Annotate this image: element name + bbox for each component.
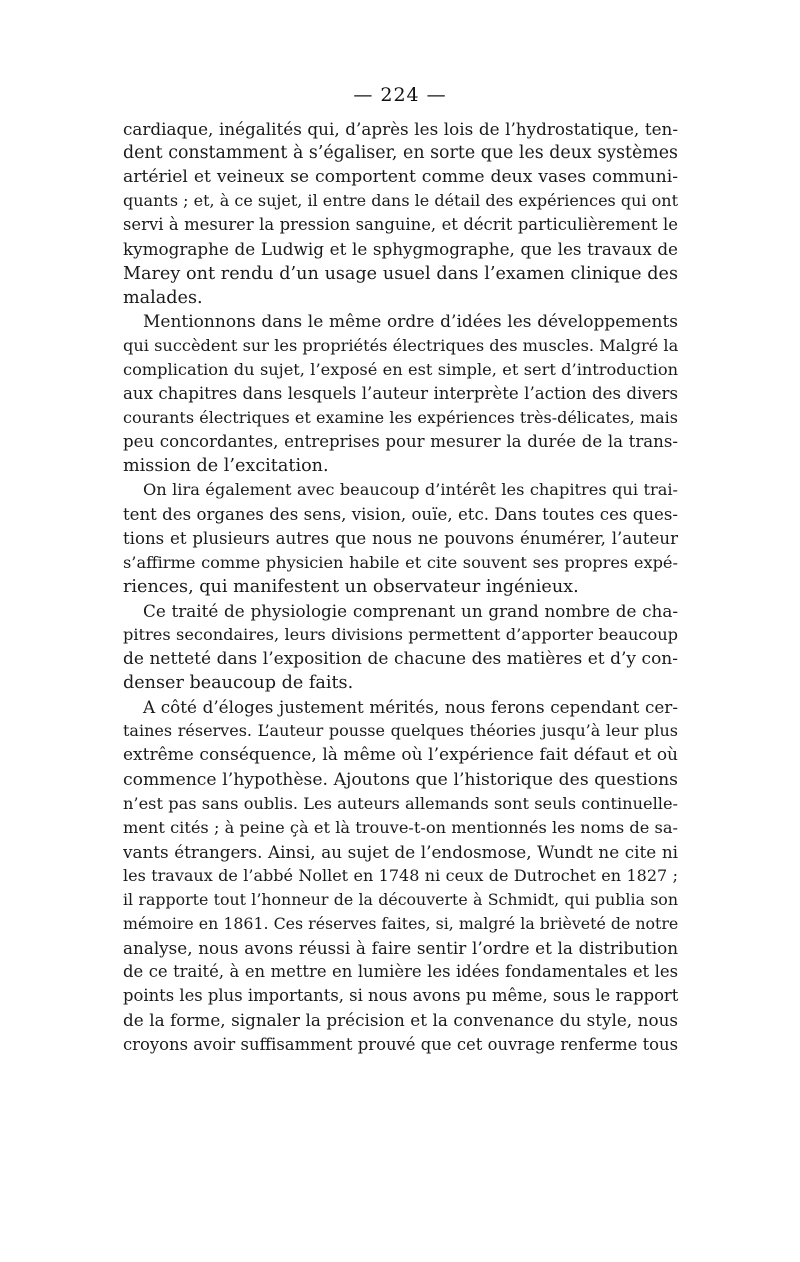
text-line: Marey ont rendu d’un usage usuel dans l’examen clinique des xyxy=(123,263,678,284)
text-line: Mentionnons dans le même ordre d’idées les développements xyxy=(143,311,678,332)
text-line: mission de l’excitation. xyxy=(123,456,329,477)
text-line: A côté d’éloges justement mérités, nous ferons cependant cer- xyxy=(143,697,678,718)
text-line: extrême conséquence, là même où l’expérience fait défaut et où xyxy=(123,745,678,766)
text-line: quants ; et, à ce sujet, il entre dans le détail des expériences qui ont xyxy=(123,191,678,211)
text-line: ment cités ; à peine çà et là trouve-t-on mentionnés les noms de sa- xyxy=(123,817,678,837)
text-line: courants électriques et examine les expériences très-délicates, mais xyxy=(123,408,678,428)
text-line: tions et plusieurs autres que nous ne pouvons énumérer, l’auteur xyxy=(123,528,678,548)
text-line: pitres secondaires, leurs divisions permettent d’apporter beaucoup xyxy=(123,624,678,644)
body-text xyxy=(123,117,678,1057)
text-line: qui succèdent sur les propriétés électriques des muscles. Malgré la xyxy=(123,335,678,355)
text-line: s’affirme comme physicien habile et cite souvent ses propres expé- xyxy=(123,552,678,572)
text-line: artériel et veineux se comportent comme deux vases communi- xyxy=(123,167,678,188)
text-line: tent des organes des sens, vision, ouïe, etc. Dans toutes ces ques- xyxy=(123,504,678,524)
text-line: On lira également avec beaucoup d’intérêt les chapitres qui trai- xyxy=(143,480,678,500)
text-line: dent constamment à s’égaliser, en sorte que les deux systèmes xyxy=(123,143,678,164)
text-line: commence l’hypothèse. Ajoutons que l’historique des questions xyxy=(123,769,678,790)
text-line: aux chapitres dans lesquels l’auteur interprète l’action des divers xyxy=(123,384,678,404)
text-line: malades. xyxy=(123,287,203,308)
text-line: n’est pas sans oublis. Les auteurs allemands sont seuls continuelle- xyxy=(123,793,678,813)
text-line: taines réserves. L’auteur pousse quelques théories jusqu’à leur plus xyxy=(123,721,678,741)
text-line: complication du sujet, l’exposé en est simple, et sert d’introduction xyxy=(123,359,678,379)
text-line: de netteté dans l’exposition de chacune des matières et d’y con- xyxy=(123,649,678,670)
text-line: analyse, nous avons réussi à faire sentir l’ordre et la distribution xyxy=(123,938,678,959)
text-line: peu concordantes, entreprises pour mesurer la durée de la trans- xyxy=(123,432,678,452)
text-line: riences, qui manifestent un observateur ingénieux. xyxy=(123,576,579,597)
text-line: Ce traité de physiologie comprenant un grand nombre de cha- xyxy=(143,600,678,621)
text-line: de ce traité, à en mettre en lumière les idées fondamentales et les xyxy=(123,962,678,982)
text-line: il rapporte tout l’honneur de la découverte à Schmidt, qui publia son xyxy=(123,890,678,909)
text-line: kymographe de Ludwig et le sphygmographe, que les travaux de xyxy=(123,239,678,260)
text-line: croyons avoir suffisamment prouvé que cet ouvrage renferme tous xyxy=(123,1034,678,1054)
text-line: de la forme, signaler la précision et la convenance du style, nous xyxy=(123,1010,678,1031)
text-line: mémoire en 1861. Ces réserves faites, si, malgré la brièveté de notre xyxy=(123,914,678,934)
text-line: points les plus importants, si nous avons pu même, sous le rapport xyxy=(123,986,678,1006)
text-line: cardiaque, inégalités qui, d’après les lois de l’hydrostatique, ten- xyxy=(123,119,678,139)
text-line: denser beaucoup de faits. xyxy=(123,673,354,694)
text-line: servi à mesurer la pression sanguine, et décrit particulièrement le xyxy=(123,215,678,235)
text-line: les travaux de l’abbé Nollet en 1748 ni ceux de Dutrochet en 1827 ; xyxy=(123,865,678,885)
page-number: — 224 — xyxy=(353,84,447,106)
text-line: vants étrangers. Ainsi, au sujet de l’endosmose, Wundt ne cite ni xyxy=(123,841,678,862)
